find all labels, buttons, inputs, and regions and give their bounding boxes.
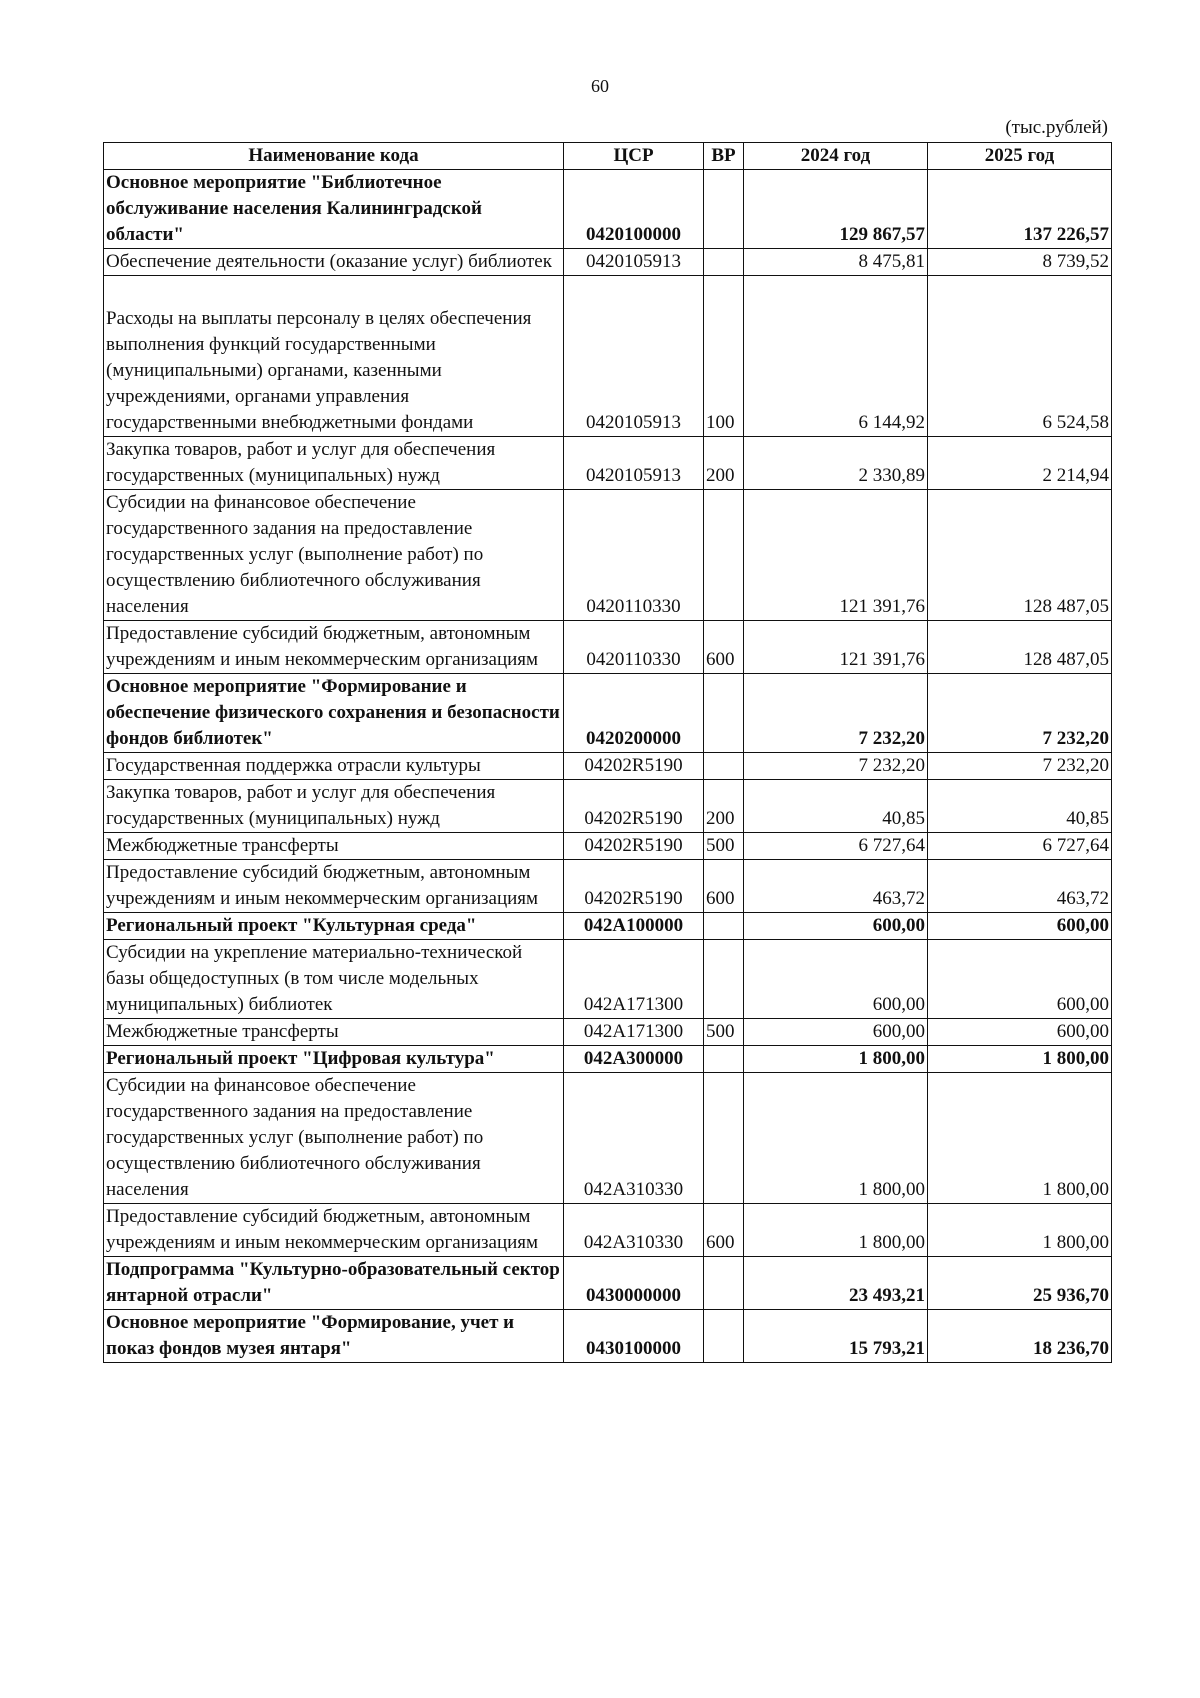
cell-name: Субсидии на укрепление материально-технической базы общедоступных (в том числе модельных муниципальных) библиотек	[104, 940, 564, 1019]
cell-csr: 0420200000	[564, 674, 704, 753]
table-row	[104, 780, 1112, 833]
cell-vr	[704, 1310, 744, 1363]
cell-2024: 7 232,20	[744, 753, 928, 780]
table-row	[104, 1046, 1112, 1073]
cell-vr	[704, 940, 744, 1019]
cell-csr: 0420105913	[564, 249, 704, 276]
cell-name: Предоставление субсидий бюджетным, автономным учреждениям и иным некоммерческим организациям	[104, 860, 564, 913]
table-body	[104, 170, 1112, 1363]
cell-csr: 0420105913	[564, 437, 704, 490]
table-row	[104, 1204, 1112, 1257]
cell-vr	[704, 753, 744, 780]
cell-csr: 042A310330	[564, 1204, 704, 1257]
cell-name: Закупка товаров, работ и услуг для обеспечения государственных (муниципальных) нужд	[104, 780, 564, 833]
cell-2024: 1 800,00	[744, 1046, 928, 1073]
cell-2024: 23 493,21	[744, 1257, 928, 1310]
cell-2024: 8 475,81	[744, 249, 928, 276]
cell-vr: 500	[704, 833, 744, 860]
table-row	[104, 1019, 1112, 1046]
table-row	[104, 437, 1112, 490]
cell-2025: 7 232,20	[928, 674, 1112, 753]
cell-name: Основное мероприятие "Формирование и обеспечение физического сохранения и безопасности фондов библиотек"	[104, 674, 564, 753]
cell-2025: 1 800,00	[928, 1046, 1112, 1073]
cell-vr	[704, 1257, 744, 1310]
cell-2024: 600,00	[744, 913, 928, 940]
cell-2024: 7 232,20	[744, 674, 928, 753]
cell-2025: 463,72	[928, 860, 1112, 913]
cell-csr: 04202R5190	[564, 780, 704, 833]
table-row	[104, 833, 1112, 860]
cell-vr: 600	[704, 860, 744, 913]
cell-2025: 40,85	[928, 780, 1112, 833]
cell-vr: 100	[704, 276, 744, 437]
cell-csr: 042A171300	[564, 940, 704, 1019]
cell-vr	[704, 1073, 744, 1204]
cell-name: Обеспечение деятельности (оказание услуг) библиотек	[104, 249, 564, 276]
cell-vr: 200	[704, 780, 744, 833]
header-2025: 2025 год	[928, 143, 1112, 170]
cell-2024: 600,00	[744, 940, 928, 1019]
cell-2025: 600,00	[928, 913, 1112, 940]
cell-csr: 042A171300	[564, 1019, 704, 1046]
cell-2024: 40,85	[744, 780, 928, 833]
cell-2024: 1 800,00	[744, 1204, 928, 1257]
cell-vr	[704, 674, 744, 753]
cell-name: Межбюджетные трансферты	[104, 833, 564, 860]
cell-2024: 129 867,57	[744, 170, 928, 249]
cell-2025: 600,00	[928, 940, 1112, 1019]
cell-name: Основное мероприятие "Библиотечное обслуживание населения Калининградской области"	[104, 170, 564, 249]
header-csr: ЦСР	[564, 143, 704, 170]
table-row	[104, 170, 1112, 249]
cell-csr: 042A300000	[564, 1046, 704, 1073]
cell-name: Подпрограмма "Культурно-образовательный сектор янтарной отрасли"	[104, 1257, 564, 1310]
cell-csr: 0420105913	[564, 276, 704, 437]
cell-2025: 1 800,00	[928, 1204, 1112, 1257]
table-row	[104, 753, 1112, 780]
cell-2024: 2 330,89	[744, 437, 928, 490]
cell-2025: 137 226,57	[928, 170, 1112, 249]
cell-name: Государственная поддержка отрасли культуры	[104, 753, 564, 780]
cell-csr: 04202R5190	[564, 833, 704, 860]
cell-vr: 200	[704, 437, 744, 490]
cell-2025: 7 232,20	[928, 753, 1112, 780]
cell-2025: 128 487,05	[928, 490, 1112, 621]
table-row	[104, 913, 1112, 940]
table-row	[104, 276, 1112, 437]
cell-csr: 042A310330	[564, 1073, 704, 1204]
cell-vr	[704, 249, 744, 276]
cell-vr	[704, 1046, 744, 1073]
table-row	[104, 621, 1112, 674]
cell-2025: 1 800,00	[928, 1073, 1112, 1204]
cell-vr	[704, 913, 744, 940]
cell-2025: 8 739,52	[928, 249, 1112, 276]
cell-2025: 2 214,94	[928, 437, 1112, 490]
cell-name: Субсидии на финансовое обеспечение государственного задания на предоставление государственных услуг (выполнение работ) по осуществлению библиотечного обслуживания населения	[104, 490, 564, 621]
page-number: 60	[591, 76, 609, 96]
cell-name: Межбюджетные трансферты	[104, 1019, 564, 1046]
budget-table	[103, 142, 1112, 1363]
cell-name: Расходы на выплаты персоналу в целях обеспечения выполнения функций государственными (муниципальными) органами, казенными учреждениями, органами управления государственными внебюджетными фондами	[104, 276, 564, 437]
table-row	[104, 940, 1112, 1019]
cell-2024: 6 144,92	[744, 276, 928, 437]
cell-csr: 0420110330	[564, 621, 704, 674]
header-2024: 2024 год	[744, 143, 928, 170]
cell-vr: 500	[704, 1019, 744, 1046]
cell-name: Предоставление субсидий бюджетным, автономным учреждениям и иным некоммерческим организациям	[104, 621, 564, 674]
table-row	[104, 860, 1112, 913]
units-label: (тыс.рублей)	[1005, 117, 1108, 138]
cell-2025: 6 524,58	[928, 276, 1112, 437]
cell-name: Предоставление субсидий бюджетным, автономным учреждениям и иным некоммерческим организациям	[104, 1204, 564, 1257]
cell-vr: 600	[704, 621, 744, 674]
cell-2024: 15 793,21	[744, 1310, 928, 1363]
cell-csr: 04202R5190	[564, 860, 704, 913]
cell-2024: 6 727,64	[744, 833, 928, 860]
table-row	[104, 249, 1112, 276]
cell-2025: 128 487,05	[928, 621, 1112, 674]
table-row	[104, 1257, 1112, 1310]
cell-csr: 0420100000	[564, 170, 704, 249]
cell-2024: 121 391,76	[744, 621, 928, 674]
cell-csr: 0430100000	[564, 1310, 704, 1363]
table-row	[104, 1310, 1112, 1363]
cell-2024: 600,00	[744, 1019, 928, 1046]
cell-vr: 600	[704, 1204, 744, 1257]
cell-2024: 1 800,00	[744, 1073, 928, 1204]
cell-name: Основное мероприятие "Формирование, учет и показ фондов музея янтаря"	[104, 1310, 564, 1363]
cell-vr	[704, 490, 744, 621]
cell-csr: 042A100000	[564, 913, 704, 940]
cell-2025: 25 936,70	[928, 1257, 1112, 1310]
cell-name: Региональный проект "Культурная среда"	[104, 913, 564, 940]
table-header-row	[104, 143, 1112, 170]
cell-2024: 463,72	[744, 860, 928, 913]
cell-2024: 121 391,76	[744, 490, 928, 621]
cell-vr	[704, 170, 744, 249]
cell-name: Закупка товаров, работ и услуг для обеспечения государственных (муниципальных) нужд	[104, 437, 564, 490]
header-vr: ВР	[704, 143, 744, 170]
table-row	[104, 674, 1112, 753]
cell-csr: 0430000000	[564, 1257, 704, 1310]
cell-name: Субсидии на финансовое обеспечение государственного задания на предоставление государственных услуг (выполнение работ) по осуществлению библиотечного обслуживания населения	[104, 1073, 564, 1204]
cell-name: Региональный проект "Цифровая культура"	[104, 1046, 564, 1073]
cell-csr: 04202R5190	[564, 753, 704, 780]
cell-2025: 600,00	[928, 1019, 1112, 1046]
cell-csr: 0420110330	[564, 490, 704, 621]
cell-2025: 6 727,64	[928, 833, 1112, 860]
header-name: Наименование кода	[104, 143, 564, 170]
table-row	[104, 490, 1112, 621]
table-row	[104, 1073, 1112, 1204]
cell-2025: 18 236,70	[928, 1310, 1112, 1363]
